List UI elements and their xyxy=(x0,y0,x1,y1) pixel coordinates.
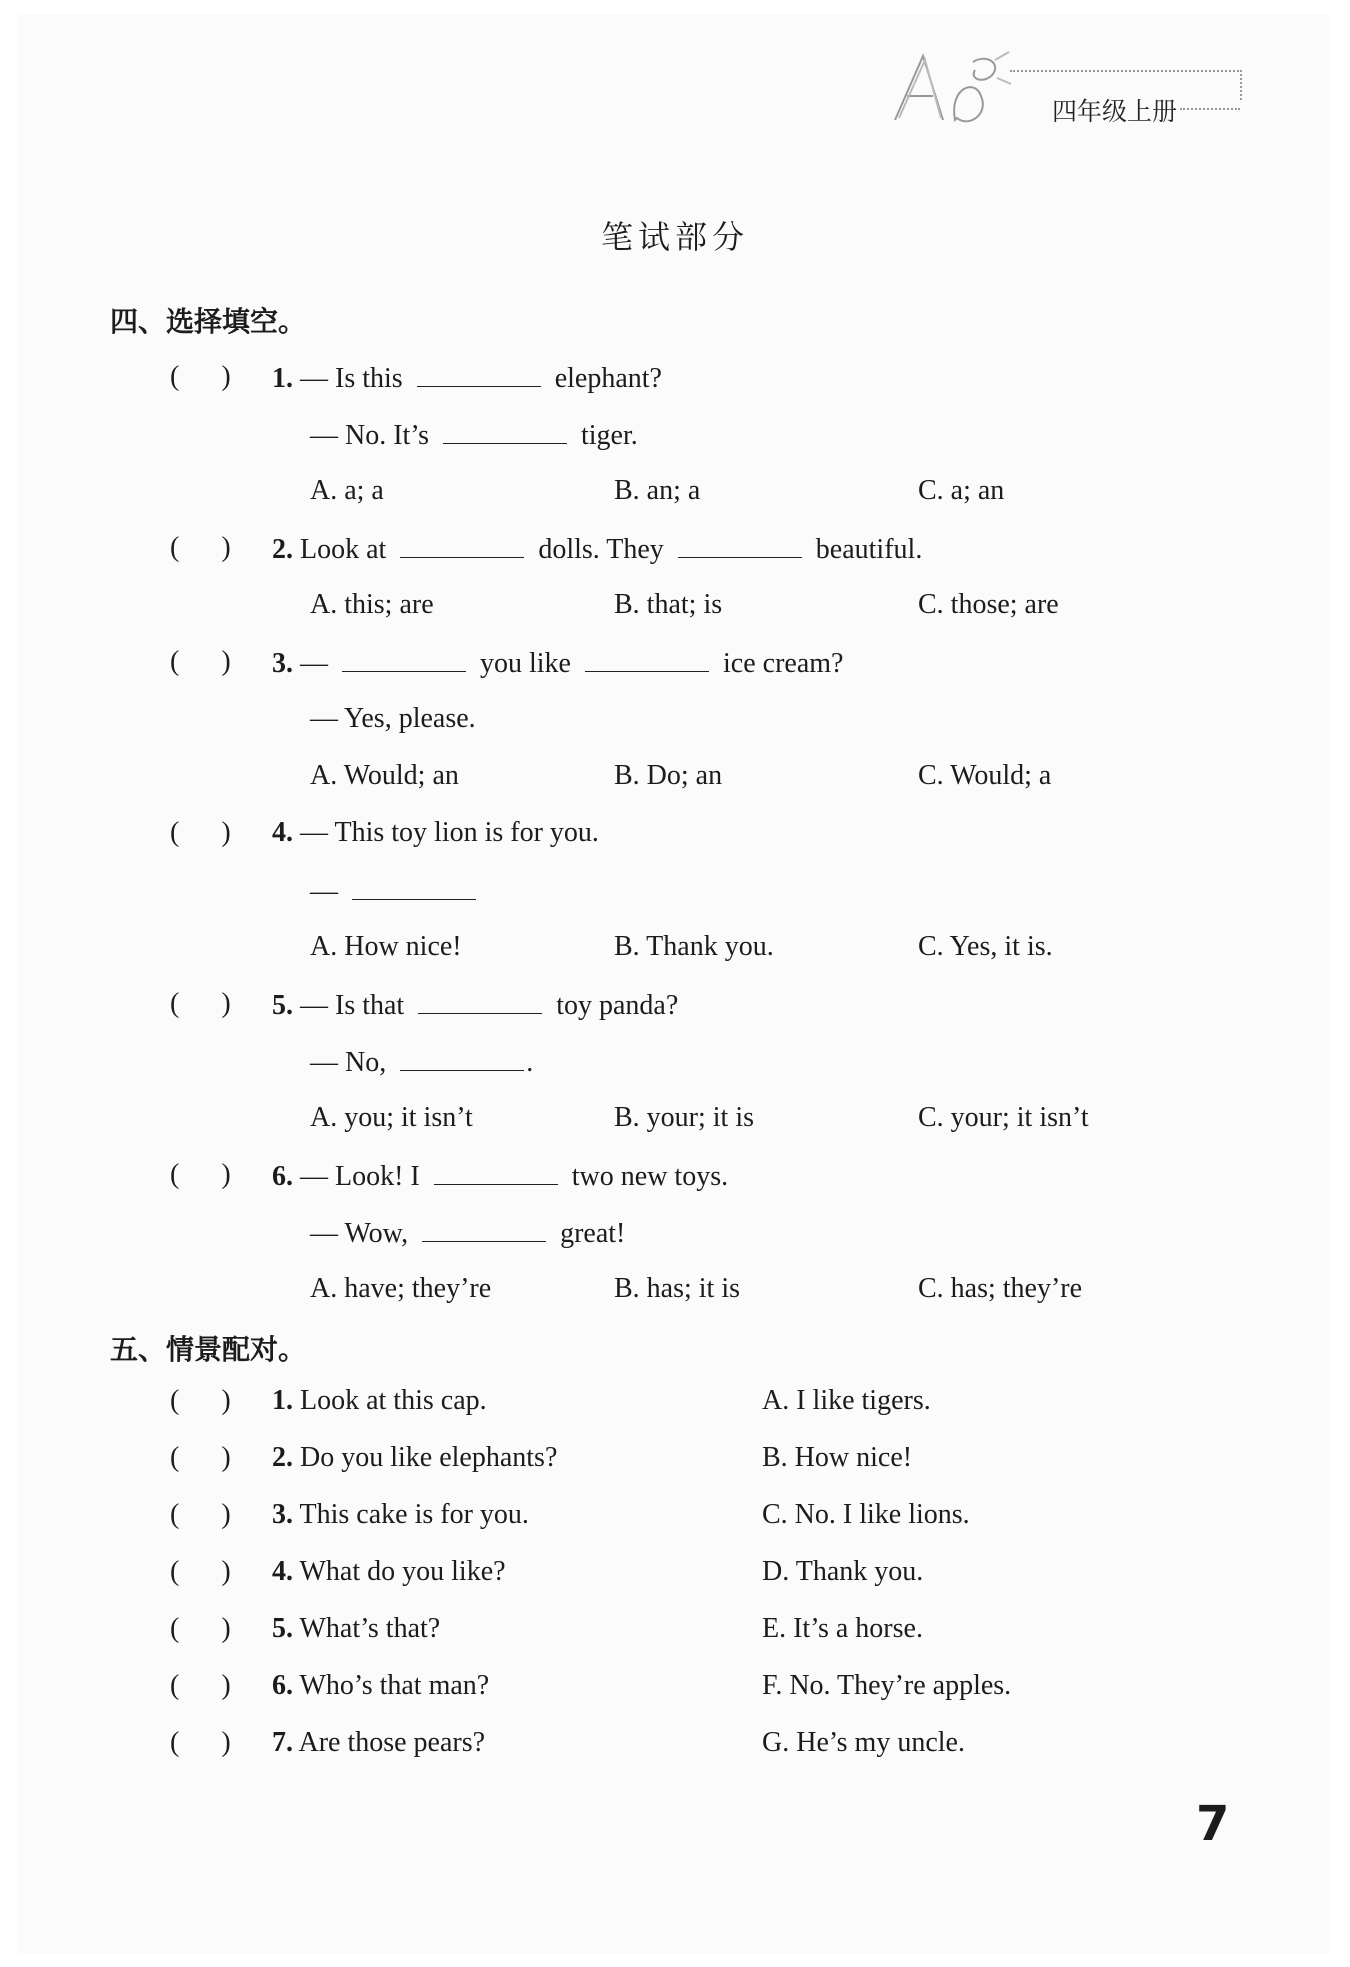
grade-label: 四年级上册 xyxy=(1052,97,1178,126)
option-a: A. Would; an xyxy=(310,760,459,791)
blank[interactable] xyxy=(352,873,476,900)
option-c: C. Would; a xyxy=(918,760,1052,791)
answer-paren-match-1[interactable]: ( ) xyxy=(170,1385,231,1416)
option-c: C. your; it isn’t xyxy=(918,1102,1089,1133)
answer-paren-q4[interactable]: ( ) xyxy=(170,817,231,848)
answer-paren-match-5[interactable]: ( ) xyxy=(170,1613,231,1644)
option-b: B. Do; an xyxy=(614,760,723,791)
page-title: 笔试部分 xyxy=(600,218,749,256)
answer-paren-q1[interactable]: ( ) xyxy=(170,361,231,392)
question-2-line-1: 2. Look at dolls. They beautiful. xyxy=(272,531,922,567)
blank[interactable] xyxy=(434,1158,558,1185)
question-6-line-1: 6. — Look! I two new toys. xyxy=(272,1158,728,1194)
option-c: C. those; are xyxy=(918,589,1059,620)
question-5-line-1: 5. — Is that toy panda? xyxy=(272,987,678,1023)
answer-paren-match-2[interactable]: ( ) xyxy=(170,1442,231,1473)
match-answer-f: F. No. They’re apples. xyxy=(762,1670,1012,1701)
match-answer-e: E. It’s a horse. xyxy=(762,1613,923,1644)
header-dotted-line xyxy=(1010,70,1242,72)
match-answer-a: A. I like tigers. xyxy=(762,1385,931,1416)
blank[interactable] xyxy=(678,531,802,558)
answer-paren-q2[interactable]: ( ) xyxy=(170,532,231,563)
option-b: B. an; a xyxy=(614,475,701,506)
blank[interactable] xyxy=(417,360,541,387)
match-question-4: 4. What do you like? xyxy=(272,1556,506,1587)
answer-paren-match-7[interactable]: ( ) xyxy=(170,1727,231,1758)
match-question-3: 3. This cake is for you. xyxy=(272,1499,529,1530)
answer-paren-q5[interactable]: ( ) xyxy=(170,988,231,1019)
match-answer-c: C. No. I like lions. xyxy=(762,1499,970,1530)
blank[interactable] xyxy=(418,987,542,1014)
option-b: B. that; is xyxy=(614,589,723,620)
answer-paren-q3[interactable]: ( ) xyxy=(170,646,231,677)
question-1-line-2: — No. It’s tiger. xyxy=(310,417,638,453)
match-question-7: 7. Are those pears? xyxy=(272,1727,486,1758)
option-a: A. you; it isn’t xyxy=(310,1102,473,1133)
header-dotted-underline xyxy=(1180,108,1240,110)
question-3-line-2: — Yes, please. xyxy=(310,703,476,734)
match-question-6: 6. Who’s that man? xyxy=(272,1670,490,1701)
match-question-1: 1. Look at this cap. xyxy=(272,1385,487,1416)
page-number: 7 xyxy=(1196,1796,1230,1852)
match-answer-b: B. How nice! xyxy=(762,1442,913,1473)
question-4-line-2: — xyxy=(310,873,490,909)
option-a: A. How nice! xyxy=(310,931,462,962)
question-1-line-1: 1. — Is this elephant? xyxy=(272,360,662,396)
section-5-heading: 五、情景配对。 xyxy=(110,1333,307,1366)
blank[interactable] xyxy=(422,1215,546,1242)
option-a: A. this; are xyxy=(310,589,434,620)
question-5-line-2: — No, . xyxy=(310,1044,533,1080)
section-4-heading: 四、选择填空。 xyxy=(110,305,307,338)
question-4-line-1: 4. — This toy lion is for you. xyxy=(272,817,599,848)
header-dotted-line-end xyxy=(1240,70,1242,100)
option-c: C. Yes, it is. xyxy=(918,931,1053,962)
option-b: B. has; it is xyxy=(614,1273,741,1304)
answer-paren-match-3[interactable]: ( ) xyxy=(170,1499,231,1530)
blank[interactable] xyxy=(342,645,466,672)
blank[interactable] xyxy=(400,531,524,558)
question-3-line-1: 3. — you like ice cream? xyxy=(272,645,843,681)
blank[interactable] xyxy=(400,1044,524,1071)
option-c: C. a; an xyxy=(918,475,1005,506)
blank[interactable] xyxy=(443,417,567,444)
option-a: A. have; they’re xyxy=(310,1273,492,1304)
match-question-5: 5. What’s that? xyxy=(272,1613,441,1644)
option-a: A. a; a xyxy=(310,475,384,506)
blank[interactable] xyxy=(585,645,709,672)
answer-paren-match-4[interactable]: ( ) xyxy=(170,1556,231,1587)
option-b: B. your; it is xyxy=(614,1102,755,1133)
match-answer-g: G. He’s my uncle. xyxy=(762,1727,965,1758)
answer-paren-q6[interactable]: ( ) xyxy=(170,1159,231,1190)
match-question-2: 2. Do you like elephants? xyxy=(272,1442,558,1473)
option-b: B. Thank you. xyxy=(614,931,774,962)
ab-logo-icon xyxy=(885,48,1025,128)
answer-paren-match-6[interactable]: ( ) xyxy=(170,1670,231,1701)
question-6-line-2: — Wow, great! xyxy=(310,1215,625,1251)
match-answer-d: D. Thank you. xyxy=(762,1556,924,1587)
option-c: C. has; they’re xyxy=(918,1273,1083,1304)
